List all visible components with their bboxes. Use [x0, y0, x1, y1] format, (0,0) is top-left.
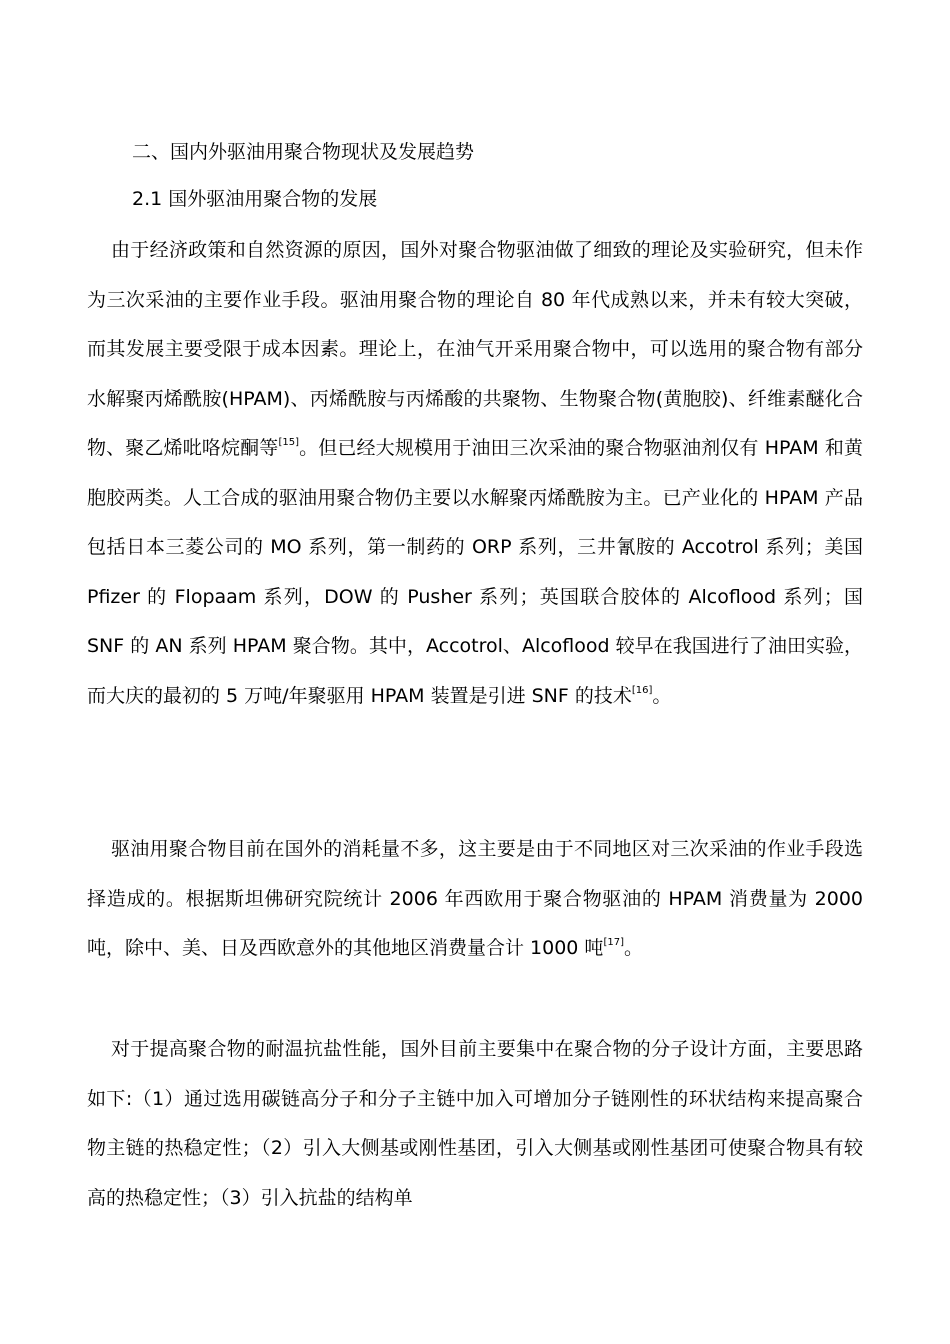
citation-ref: [17]	[603, 937, 624, 948]
paragraph-text: 。但已经大规模用于油田三次采油的聚合物驱油剂仅有 HPAM 和黄胞胶两类。人工合成的驱油用聚合物仍主要以水解聚丙烯酰胺为主。已产业化的 HPAM 产品包括日本三菱公司的 MO 系列，第一制药的 ORP 系列，三井氰胺的 Accotrol 系列；美国 Pfizer 的 Flopaam 系列，DOW 的 Pusher 系列；英国联合胶体的 Alcoflood 系列；国 SNF 的 AN 系列 HPAM 聚合物。其中，Accotrol、Alcoflood 较早在我国进行了油田实验，而大庆的最初的 5 万吨/年聚驱用 HPAM 装置是引进 SNF 的技术	[87, 437, 863, 707]
citation-ref: [16]	[631, 684, 653, 696]
citation-ref: [15]	[278, 437, 299, 448]
paragraph-consumption	[87, 825, 863, 974]
paragraph-foreign-polymer-development	[87, 226, 863, 721]
paragraph-text: 驱油用聚合物目前在国外的消耗量不多，这主要是由于不同地区对三次采油的作业手段选择造成的。根据斯坦佛研究院统计 2006 年西欧用于聚合物驱油的 HPAM 消费量为 2000 吨，除中、美、日及西欧意外的其他地区消费量合计 1000 吨	[87, 838, 863, 959]
paragraph-text: 。	[652, 684, 672, 707]
subsection-heading: 2.1 国外驱油用聚合物的发展	[132, 188, 378, 210]
section-heading: 二、国内外驱油用聚合物现状及发展趋势	[132, 141, 475, 163]
paragraph-text: 由于经济政策和自然资源的原因，国外对聚合物驱油做了细致的理论及实验研究，但未作为三次采油的主要作业手段。驱油用聚合物的理论自 80 年代成熟以来，并未有较大突破，而其发展主要受限于成本因素。理论上，在油气开采用聚合物中，可以选用的聚合物有部分水解聚丙烯酰胺(HPAM)、丙烯酰胺与丙烯酸的共聚物、生物聚合物(黄胞胶)、纤维素醚化合物、聚乙烯吡咯烷酮等	[87, 239, 863, 459]
paragraph-text: 。	[623, 937, 643, 959]
paragraph-molecular-design: 对于提高聚合物的耐温抗盐性能，国外目前主要集中在聚合物的分子设计方面，主要思路如下:（1）通过选用碳链高分子和分子主链中加入可增加分子链刚性的环状结构来提高聚合物主链的热稳定性；（2）引入大侧基或刚性基团，引入大侧基或刚性基团可使聚合物具有较高的热稳定性；（3）引入抗盐的结构单	[87, 1038, 863, 1209]
